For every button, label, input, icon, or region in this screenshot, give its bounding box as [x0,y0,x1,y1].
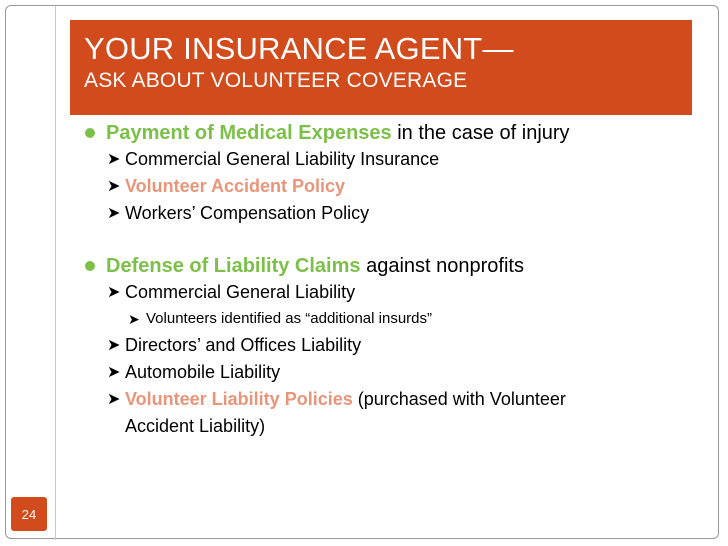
sub-item [80,173,700,200]
arrow-bullet-icon: ➤ [107,337,121,354]
green-bullet-icon [85,128,95,138]
sub-item-continuation [80,413,700,440]
page-number: 24 [21,506,37,522]
bullet-medical-expenses [80,120,700,146]
heading-medical-expenses: Payment of Medical Expenses [106,122,392,144]
slide-content [80,118,700,440]
arrow-bullet-icon: ➤ [107,151,121,168]
sub-sub-item-text: Volunteers identified as “additional insurds” [146,310,433,327]
sub-item [80,146,700,173]
arrow-bullet-icon: ➤ [107,284,121,301]
sub-item [80,359,700,386]
title-band [70,20,692,115]
heading-liability-claims: Defense of Liability Claims [106,255,361,277]
sub-item-text: Commercial General Liability Insurance [125,149,440,169]
sub-item [80,386,700,413]
sub-item-text: Accident Liability) [125,416,266,436]
heading-liability-rest: against nonprofits [360,255,524,277]
slide-title: YOUR INSURANCE AGENT— [84,31,514,66]
arrow-bullet-icon: ➤ [107,178,121,195]
page-number-badge [11,497,47,531]
sub-item [80,279,700,306]
left-divider [55,6,56,540]
sub-item-text: Automobile Liability [125,362,281,382]
sub-item-text-highlight: Volunteer Liability Policies [125,389,353,409]
arrow-bullet-icon: ➤ [107,391,121,408]
sub-sub-item [80,306,700,332]
sub-item-text: (purchased with Volunteer [352,389,566,409]
sub-item-text: Directors’ and Offices Liability [125,335,362,355]
green-bullet-icon [85,261,95,271]
arrow-bullet-icon: ➤ [128,311,140,327]
sub-item [80,200,700,227]
bullet-liability-claims [80,253,700,279]
sub-item-text: Workers’ Compensation Policy [125,203,370,223]
arrow-bullet-icon: ➤ [107,364,121,381]
sub-item [80,332,700,359]
sub-item-text: Commercial General Liability [125,282,356,302]
slide-subtitle: ASK ABOUT VOLUNTEER COVERAGE [84,69,468,92]
heading-medical-rest: in the case of injury [391,122,570,144]
sub-item-text-highlight: Volunteer Accident Policy [125,176,346,196]
arrow-bullet-icon: ➤ [107,205,121,222]
